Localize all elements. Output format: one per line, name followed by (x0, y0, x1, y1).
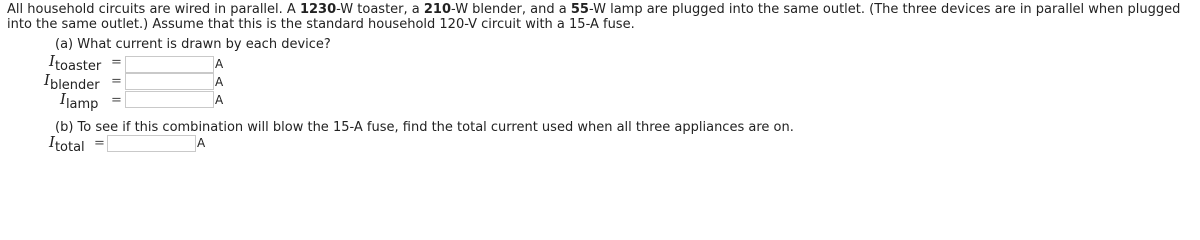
blender-power: 210 (423, 2, 452, 17)
part-a-label: (a) What current is drawn by each device? (55, 37, 331, 52)
i-blender-label (44, 71, 100, 93)
equals-sign: = (111, 55, 122, 70)
i-blender-input[interactable] (125, 73, 214, 90)
problem-text-1: All household circuits are wired in parallel. A (7, 2, 300, 17)
equals-sign: = (111, 93, 122, 108)
subscript-lamp: lamp (65, 97, 99, 112)
unit-amps: A (197, 136, 206, 150)
subscript-total: total (54, 140, 85, 155)
current-symbol: I (49, 133, 55, 151)
equals-sign: = (94, 136, 105, 151)
current-symbol: I (49, 52, 55, 70)
problem-statement (7, 2, 1197, 32)
subscript-blender: blender (49, 78, 100, 93)
problem-text-4: -W lamp are plugged into the same outlet. (The three devices are in parallel when plugged into the same outlet.) Assume that this is the standard household 120-V circuit with a 15-A fuse. (7, 2, 1181, 32)
i-toaster-input[interactable] (125, 56, 214, 73)
part-b-label: (b) To see if this combination will blow the 15-A fuse, find the total current used when all three appliances are on. (55, 120, 794, 135)
equals-sign: = (111, 74, 122, 89)
toaster-power: 1230 (299, 2, 337, 17)
lamp-power: 55 (570, 2, 589, 17)
unit-amps: A (215, 75, 224, 89)
i-total-input[interactable] (107, 135, 196, 152)
i-toaster-label (49, 52, 102, 74)
i-total-label (49, 133, 85, 155)
unit-amps: A (215, 57, 224, 71)
current-symbol: I (60, 90, 66, 108)
i-lamp-label (60, 90, 99, 112)
subscript-toaster: toaster (54, 59, 102, 74)
unit-amps: A (215, 93, 224, 107)
problem-text-2: -W toaster, a (336, 2, 424, 17)
current-symbol: I (44, 71, 50, 89)
problem-text-3: -W blender, and a (451, 2, 571, 17)
i-lamp-input[interactable] (125, 91, 214, 108)
